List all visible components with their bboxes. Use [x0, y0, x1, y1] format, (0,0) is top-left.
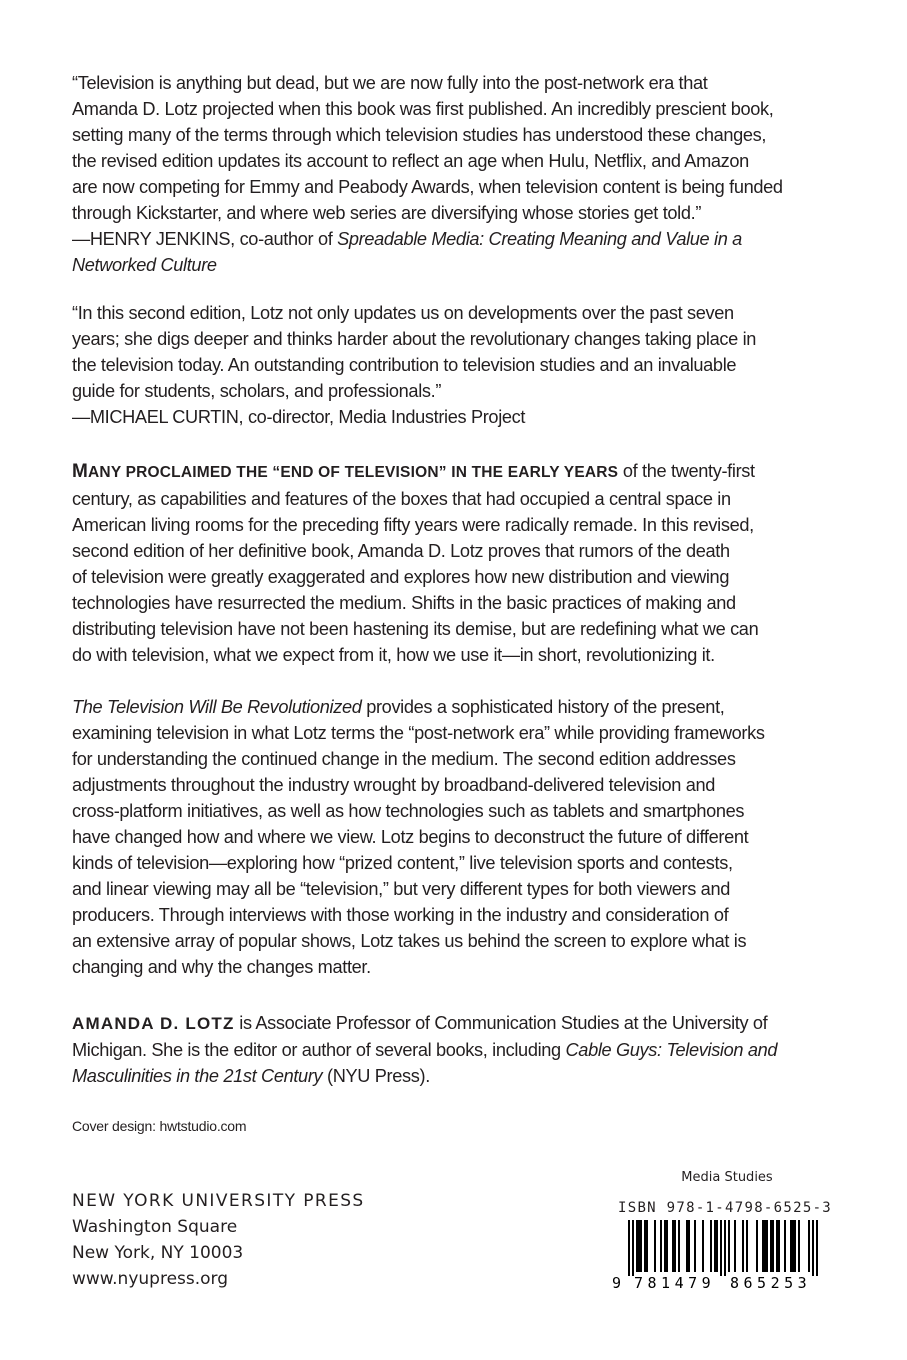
bio-text: Michigan. She is the editor or author of several books, including: [72, 1040, 566, 1060]
paragraph-line: an extensive array of popular shows, Lotz takes us behind the screen to explore what is: [72, 931, 747, 951]
barcode-bar: [638, 1220, 640, 1272]
barcode-digits-left: 781479: [634, 1274, 716, 1290]
barcode-bar: [664, 1220, 666, 1272]
barcode-bar: [742, 1220, 744, 1272]
paragraph-line: have changed how and where we view. Lotz begins to deconstruct the future of different: [72, 827, 749, 847]
barcode-bar: [720, 1220, 722, 1276]
endorsement-jenkins: [72, 70, 850, 278]
barcode-bar: [628, 1220, 630, 1276]
quote-line: “In this second edition, Lotz not only updates us on developments over the past seven: [72, 303, 734, 323]
paragraph-text: of the twenty-first: [618, 461, 755, 481]
paragraph-line: cross-platform initiatives, as well as how technologies such as tablets and smartphones: [72, 801, 745, 821]
attribution-continuation: [72, 252, 850, 278]
quote-line: “Television is anything but dead, but we are now fully into the post-network era that: [72, 73, 708, 93]
barcode-bar: [766, 1220, 768, 1272]
barcode-bar: [812, 1220, 814, 1276]
paragraph-line: kinds of television—exploring how “prized content,” live television sports and contests,: [72, 853, 733, 873]
paragraph-line: century, as capabilities and features of the boxes that had occupied a central space in: [72, 489, 731, 509]
barcode-bar: [644, 1220, 646, 1272]
barcode-digit-prefix: 9: [612, 1274, 622, 1290]
barcode-bar: [688, 1220, 690, 1272]
attribution-book-title: Spreadable Media: Creating Meaning and Value in a: [337, 229, 742, 249]
barcode-bar: [770, 1220, 772, 1272]
isbn-label: ISBN 978-1-4798-6525-3: [618, 1200, 833, 1216]
barcode-bar: [714, 1220, 716, 1272]
barcode-bar: [776, 1220, 778, 1272]
quote-line: through Kickstarter, and where web series are diversifying whose stories get told.”: [72, 203, 702, 223]
barcode-bar: [678, 1220, 680, 1272]
barcode-bar: [716, 1220, 718, 1272]
lead-in-initial: M: [72, 461, 89, 482]
barcode-bar: [636, 1220, 638, 1272]
paragraph-line: changing and why the changes matter.: [72, 957, 371, 977]
paragraph-line: do with television, what we expect from it, how we use it—in short, revolutionizing it.: [72, 645, 715, 665]
lead-in-smallcaps: [72, 461, 619, 482]
endorsement-curtin: [72, 300, 850, 430]
barcode-bar: [756, 1220, 758, 1272]
barcode-bar: [816, 1220, 818, 1276]
paragraph-line: of television were greatly exaggerated and explores how new distribution and viewing: [72, 567, 730, 587]
barcode-bar: [764, 1220, 766, 1272]
paragraph-line: examining television in what Lotz terms the “post-network era” while providing frameworks: [72, 723, 765, 743]
barcode-bar: [640, 1220, 642, 1272]
attribution-book-title-cont: Networked Culture: [72, 255, 217, 275]
barcode-bar: [794, 1220, 796, 1272]
barcode-bar: [660, 1220, 662, 1272]
publisher-block: [72, 1188, 365, 1292]
author-name: AMANDA D. LOTZ: [72, 1014, 235, 1033]
subject-category: Media Studies: [681, 1170, 773, 1185]
paragraph-line: second edition of her definitive book, Amanda D. Lotz proves that rumors of the death: [72, 541, 730, 561]
bio-text: is Associate Professor of Communication Studies at the University of: [234, 1013, 768, 1033]
book-title: The Television Will Be Revolutionized: [72, 697, 362, 717]
barcode-bar: [710, 1220, 712, 1272]
description-paragraph-1: [72, 458, 842, 668]
barcode-bar: [646, 1220, 648, 1272]
bio-book-title: Cable Guys: Television and: [565, 1040, 778, 1060]
barcode-bar: [632, 1220, 634, 1276]
quote-line: setting many of the terms through which television studies has understood these changes,: [72, 125, 767, 145]
bio-book-title-cont: Masculinities in the 21st Century: [72, 1066, 323, 1086]
barcode-digits-right: 865253: [730, 1274, 812, 1290]
quote-line: the revised edition updates its account to reflect an age when Hulu, Netflix, and Amazon: [72, 151, 749, 171]
paragraph-line: distributing television have not been hastening its demise, but are redefining what we can: [72, 619, 759, 639]
barcode-bar: [734, 1220, 736, 1272]
barcode-bar: [728, 1220, 730, 1272]
barcode-bar: [666, 1220, 668, 1272]
barcode-bar: [694, 1220, 696, 1272]
barcode-bar: [784, 1220, 786, 1272]
paragraph-line: adjustments throughout the industry wrought by broadband-delivered television and: [72, 775, 715, 795]
description-paragraph-2: [72, 694, 842, 980]
paragraph-line: American living rooms for the preceding fifty years were radically remade. In this revised,: [72, 515, 754, 535]
barcode-bar: [778, 1220, 780, 1272]
paragraph-line: technologies have resurrected the medium. Shifts in the basic practices of making and: [72, 593, 736, 613]
barcode-bar: [746, 1220, 748, 1272]
barcode-graphic: [612, 1220, 834, 1290]
quote-line: years; she digs deeper and thinks harder about the revolutionary changes taking place in: [72, 329, 757, 349]
quote-attribution: —MICHAEL CURTIN, co-director, Media Industries Project: [72, 407, 526, 427]
quote-line: Amanda D. Lotz projected when this book was first published. An incredibly prescient book,: [72, 99, 774, 119]
attribution-author: —HENRY JENKINS, co-author of: [72, 229, 338, 249]
quote-attribution: [72, 226, 850, 252]
barcode-bar: [790, 1220, 792, 1272]
barcode-bar: [792, 1220, 794, 1272]
paragraph-line: for understanding the continued change in the medium. The second edition addresses: [72, 749, 736, 769]
publisher-website: www.nyupress.org: [72, 1269, 229, 1289]
barcode-bar: [702, 1220, 704, 1272]
publisher-address-line-2: New York, NY 10003: [72, 1243, 244, 1263]
barcode-bar: [772, 1220, 774, 1272]
barcode-bar: [654, 1220, 656, 1272]
quote-line: are now competing for Emmy and Peabody Awards, when television content is being funded: [72, 177, 783, 197]
barcode-bar: [762, 1220, 764, 1272]
paragraph-line: and linear viewing may all be “television,” but very different types for both viewers and: [72, 879, 730, 899]
publisher-address-line-1: Washington Square: [72, 1217, 238, 1237]
barcode-bar: [674, 1220, 676, 1272]
author-bio: [72, 1010, 842, 1089]
barcode-bar: [672, 1220, 674, 1272]
paragraph-text: provides a sophisticated history of the present,: [361, 697, 725, 717]
barcode-bar: [808, 1220, 810, 1272]
barcode-bars: [628, 1220, 818, 1276]
bio-text: (NYU Press).: [322, 1066, 430, 1086]
quote-line: guide for students, scholars, and professionals.”: [72, 381, 442, 401]
cover-design-credit: Cover design: hwtstudio.com: [72, 1118, 247, 1134]
publisher-name: NEW YORK UNIVERSITY PRESS: [72, 1191, 365, 1211]
barcode-bar: [686, 1220, 688, 1272]
barcode-bar: [724, 1220, 726, 1276]
lead-in-rest: ANY PROCLAIMED THE “END OF TELEVISION” IN THE EARLY YEARS: [88, 464, 619, 481]
paragraph-line: producers. Through interviews with those working in the industry and consideration of: [72, 905, 729, 925]
barcode-bar: [798, 1220, 800, 1272]
isbn-barcode-block: [612, 1170, 834, 1292]
quote-line: the television today. An outstanding contribution to television studies and an invaluable: [72, 355, 737, 375]
